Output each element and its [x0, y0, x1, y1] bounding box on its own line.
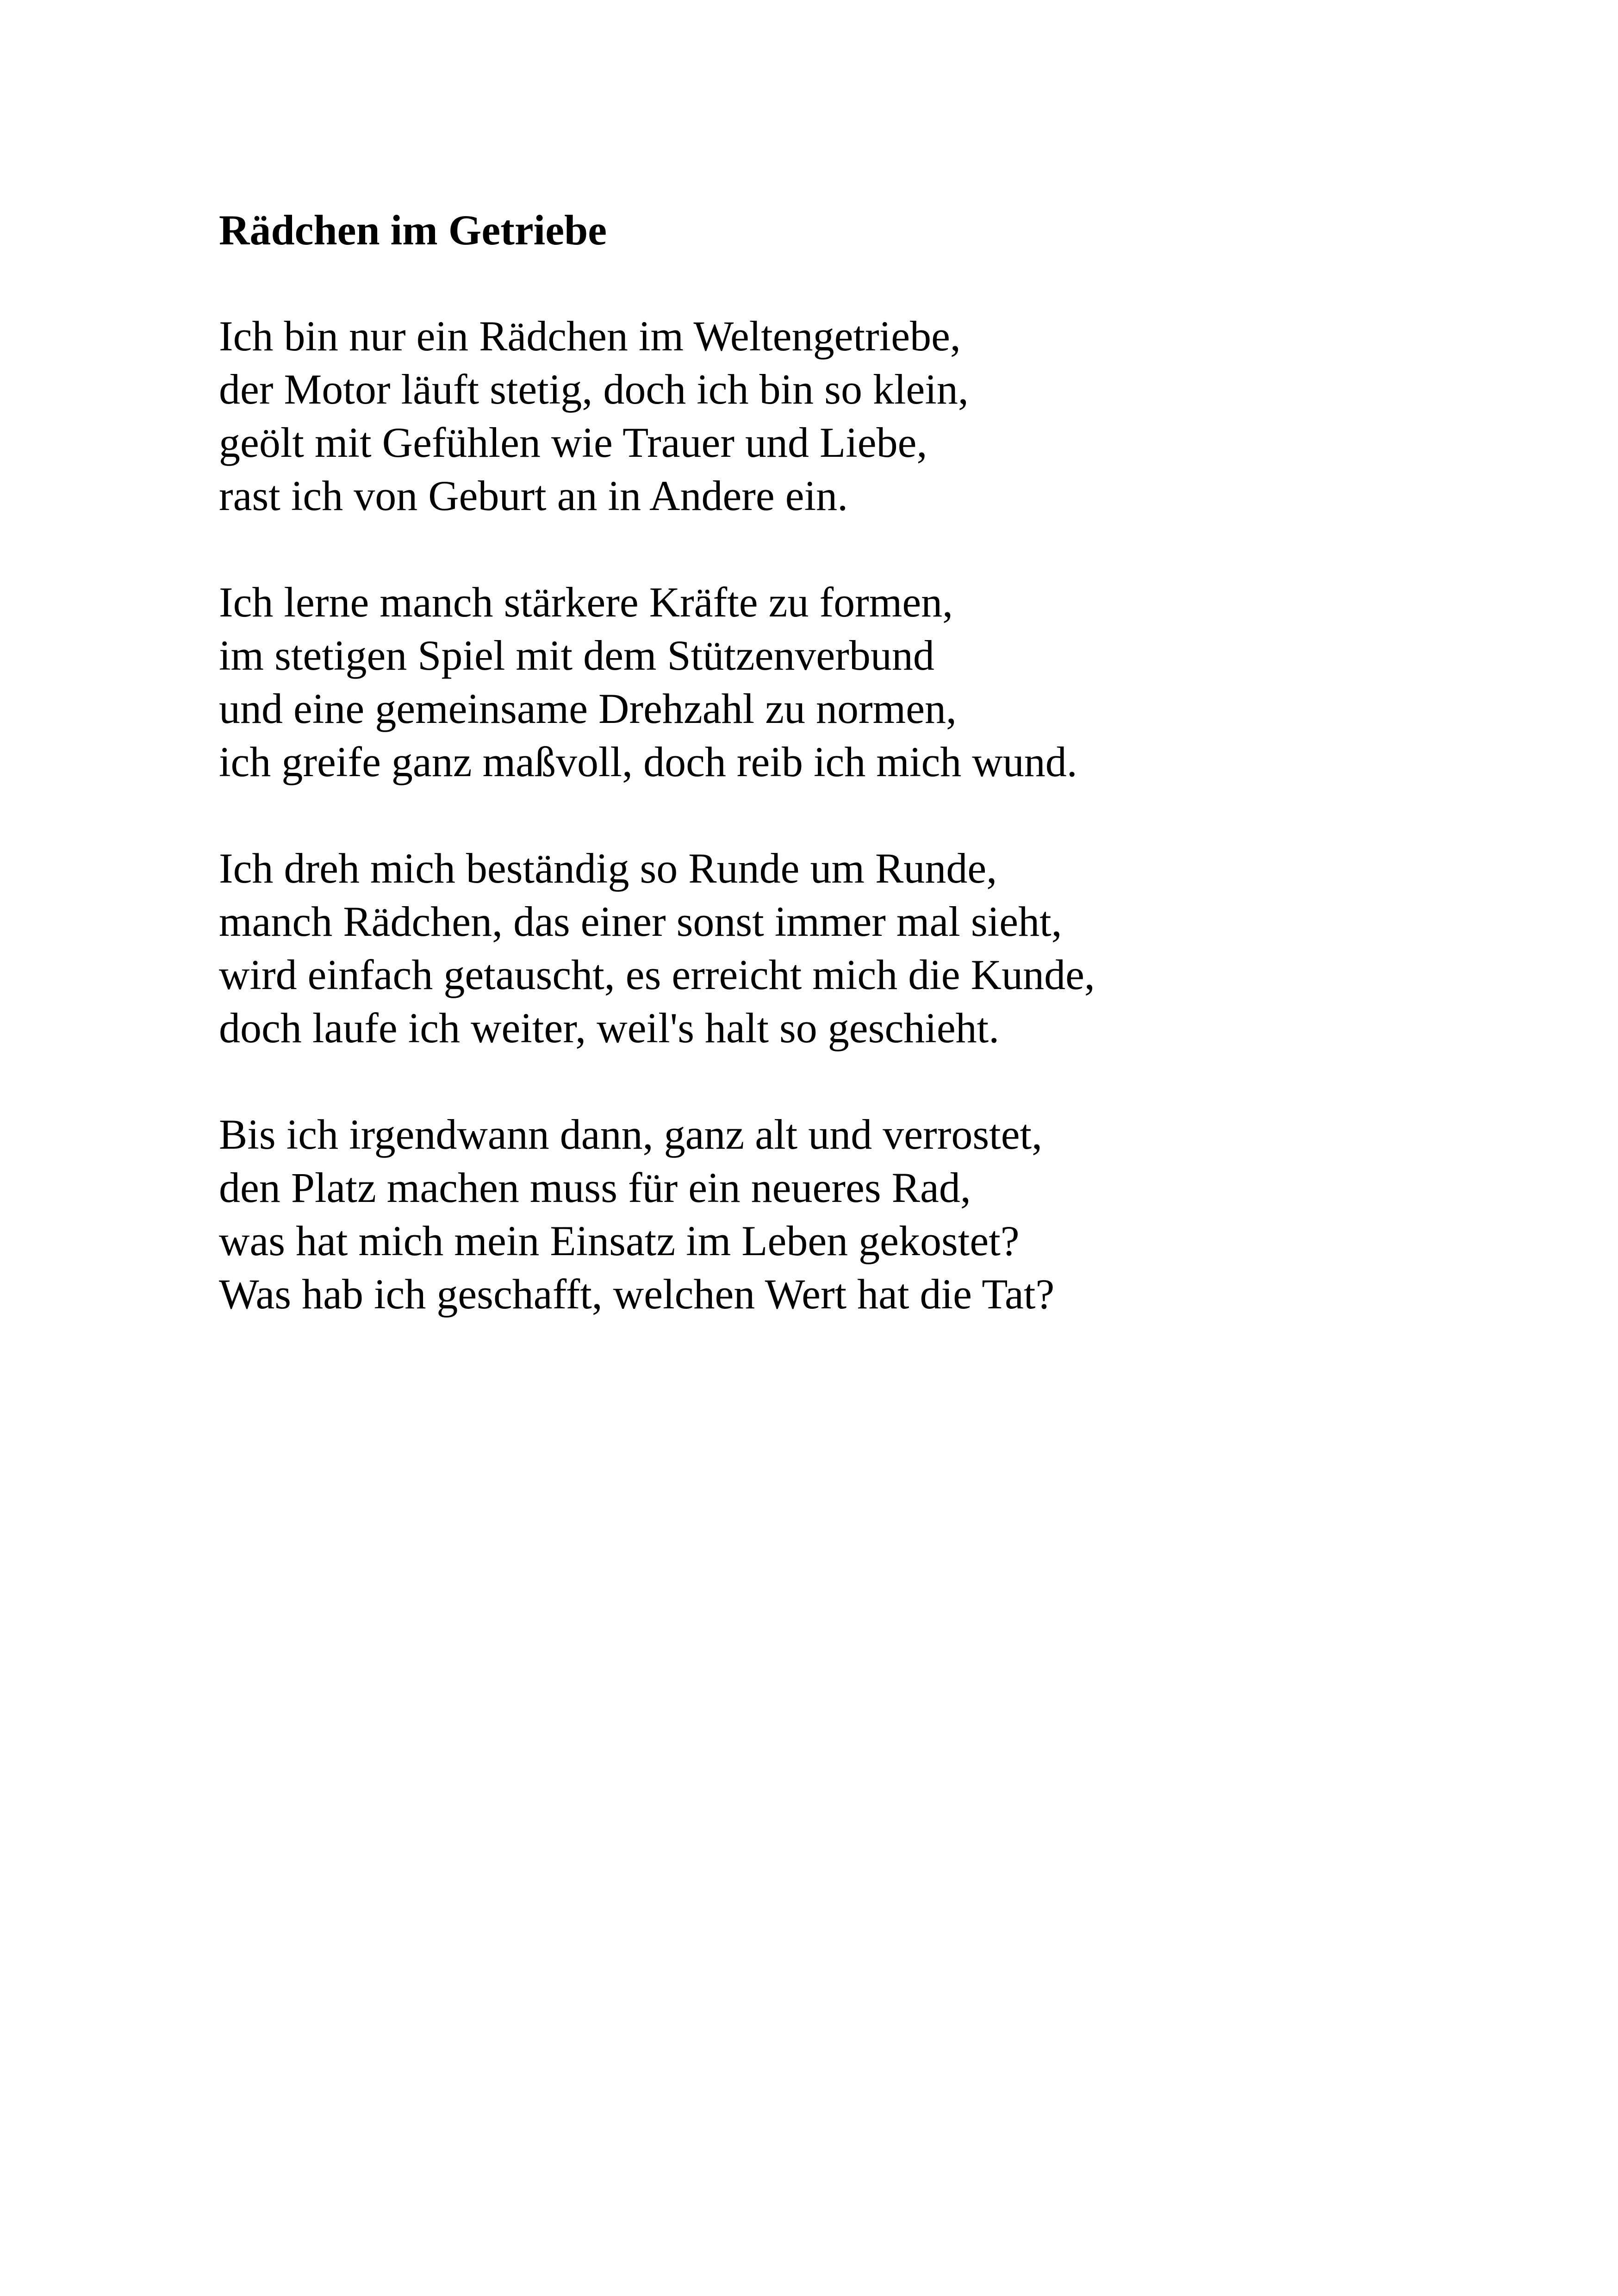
verse-line: Bis ich irgendwann dann, ganz alt und verrostet,: [219, 1111, 1043, 1158]
stanza: [219, 576, 1561, 789]
poem-title: Rädchen im Getriebe: [219, 206, 607, 254]
verse-line: und eine gemeinsame Drehzahl zu normen,: [219, 685, 957, 732]
stanza: [219, 310, 1561, 523]
poem: [219, 204, 1561, 1374]
verse-line: Ich bin nur ein Rädchen im Weltengetriebe,: [219, 312, 961, 360]
stanza: [219, 842, 1561, 1055]
verse-line: Ich dreh mich beständig so Runde um Runde,: [219, 845, 997, 892]
verse-line: Ich lerne manch stärkere Kräfte zu formen,: [219, 579, 953, 626]
verse-line: wird einfach getauscht, es erreicht mich die Kunde,: [219, 951, 1095, 998]
verse-line: den Platz machen muss für ein neueres Rad,: [219, 1164, 971, 1211]
verse-line: geölt mit Gefühlen wie Trauer und Liebe,: [219, 419, 927, 466]
verse-line: ich greife ganz maßvoll, doch reib ich mich wund.: [219, 738, 1077, 785]
stanza: [219, 1108, 1561, 1321]
verse-line: der Motor läuft stetig, doch ich bin so klein,: [219, 366, 969, 413]
verse-line: im stetigen Spiel mit dem Stützenverbund: [219, 632, 934, 679]
verse-line: Was hab ich geschafft, welchen Wert hat die Tat?: [219, 1270, 1055, 1318]
verse-line: doch laufe ich weiter, weil's halt so geschieht.: [219, 1004, 1000, 1052]
verse-line: manch Rädchen, das einer sonst immer mal sieht,: [219, 898, 1062, 945]
verse-line: was hat mich mein Einsatz im Leben gekostet?: [219, 1217, 1020, 1264]
verse-line: rast ich von Geburt an in Andere ein.: [219, 472, 848, 519]
poem-body: [219, 310, 1561, 1321]
